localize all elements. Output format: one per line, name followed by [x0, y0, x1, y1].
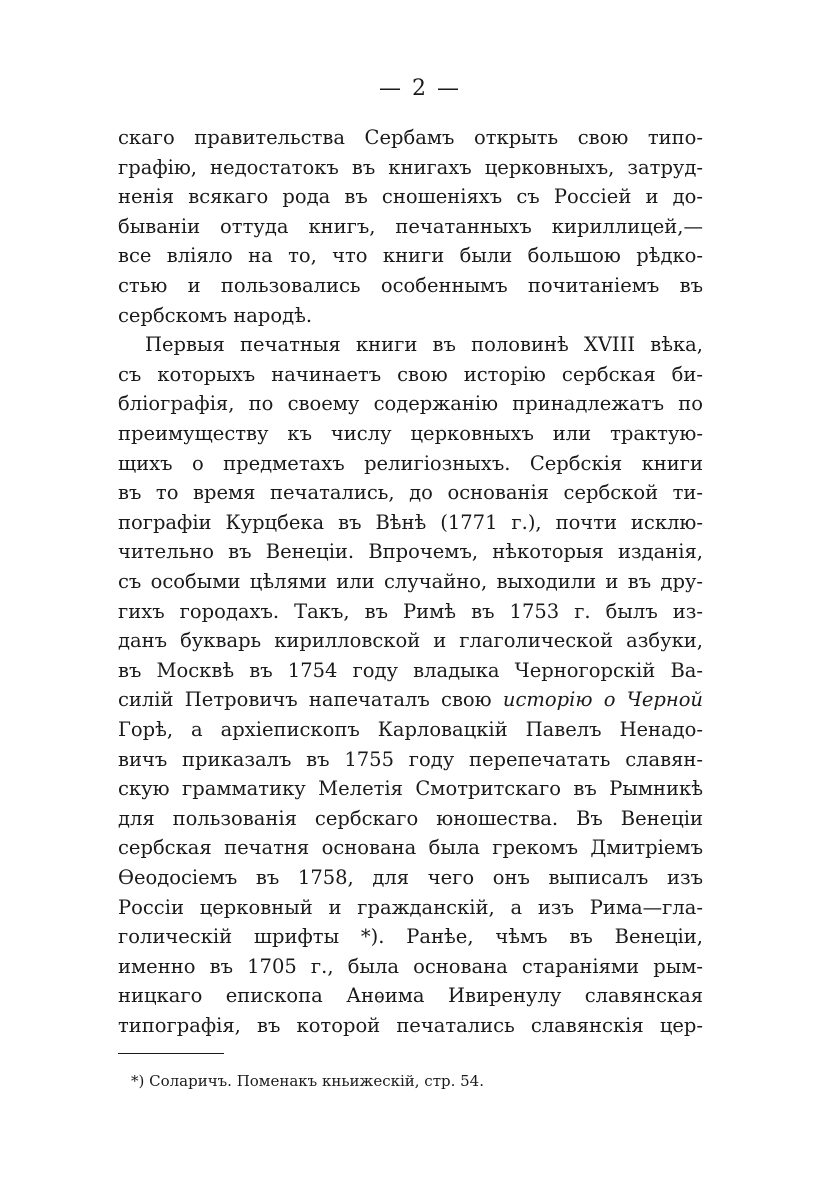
text-line: въ то время печатались, до основанія сербской ти-: [118, 481, 703, 505]
text-line: Россіи церковный и гражданскій, а изъ Рима—гла-: [118, 895, 703, 919]
text-segment: силій Петровичъ напечаталъ свою: [118, 688, 492, 712]
text-line: съ особыми цѣлями или случайно, выходили и въ дру-: [118, 570, 703, 593]
text-line: голическій шрифты *). Ранѣе, чѣмъ въ Венеціи,: [118, 925, 703, 949]
text-line: для пользованія сербскаго юношества. Въ Венеціи: [118, 806, 703, 830]
text-line: именно въ 1705 г., была основана стараніями рым-: [118, 954, 703, 978]
text-line: Ѳеодосіемъ въ 1758, для чего онъ выписалъ изъ: [118, 866, 703, 889]
footnote: *) Соларичъ. Поменакъ кньижескій, стр. 54.: [131, 1071, 484, 1090]
text-line: преимуществу къ числу церковныхъ или трактую-: [118, 422, 703, 445]
text-line: въ Москвѣ въ 1754 году владыка Черногорскій Ва-: [118, 658, 703, 682]
italic-title: исторію о Черной: [502, 688, 703, 712]
text-line-with-italic: [118, 685, 703, 715]
text-line: чительно въ Венеціи. Впрочемъ, нѣкоторыя изданія,: [118, 540, 703, 564]
text-line: съ которыхъ начинаетъ свою исторію сербская би-: [118, 362, 703, 386]
text-line: сербская печатня основана была грекомъ Дмитріемъ: [118, 836, 703, 860]
text-line: графію, недостатокъ въ книгахъ церковныхъ, затруд-: [118, 155, 703, 179]
text-line: Первыя печатныя книги въ половинѣ XVIII вѣка,: [145, 333, 703, 357]
text-line: бліографія, по своему содержанію принадлежатъ по: [118, 392, 703, 416]
text-line: скую грамматику Мелетія Смотритскаго въ Рымникѣ: [118, 777, 703, 801]
text-line: пографіи Курцбека въ Вѣнѣ (1771 г.), почти исклю-: [118, 510, 703, 534]
text-line: щихъ о предметахъ религіозныхъ. Сербскія книги: [118, 451, 703, 475]
page-number: — 2 —: [379, 76, 461, 101]
text-line: вичъ приказалъ въ 1755 году перепечатать славян-: [118, 747, 703, 771]
text-line: все вліяло на то, что книги были большою рѣдко-: [118, 244, 703, 268]
text-line: бываніи оттуда книгъ, печатанныхъ кириллицей,—: [118, 214, 703, 238]
text-line: сербскомъ народѣ.: [118, 303, 313, 327]
text-line: ненія всякаго рода въ сношеніяхъ съ Россіей и до-: [118, 185, 703, 209]
footnote-rule: [118, 1053, 224, 1054]
text-line: данъ букварь кирилловской и глаголической азбуки,: [118, 629, 703, 653]
text-line: ницкаго епископа Анѳима Ивиренулу славянская: [118, 984, 703, 1008]
text-line: гихъ городахъ. Такъ, въ Римѣ въ 1753 г. былъ из-: [118, 599, 703, 623]
text-line: стью и пользовались особеннымъ почитаніемъ въ: [118, 274, 703, 297]
text-line: скаго правительства Сербамъ открыть свою типо-: [118, 126, 703, 149]
text-line: Горѣ, а архіепископъ Карловацкій Павелъ Ненадо-: [118, 718, 703, 741]
text-line: типографія, въ которой печатались славянскія цер-: [118, 1014, 703, 1037]
